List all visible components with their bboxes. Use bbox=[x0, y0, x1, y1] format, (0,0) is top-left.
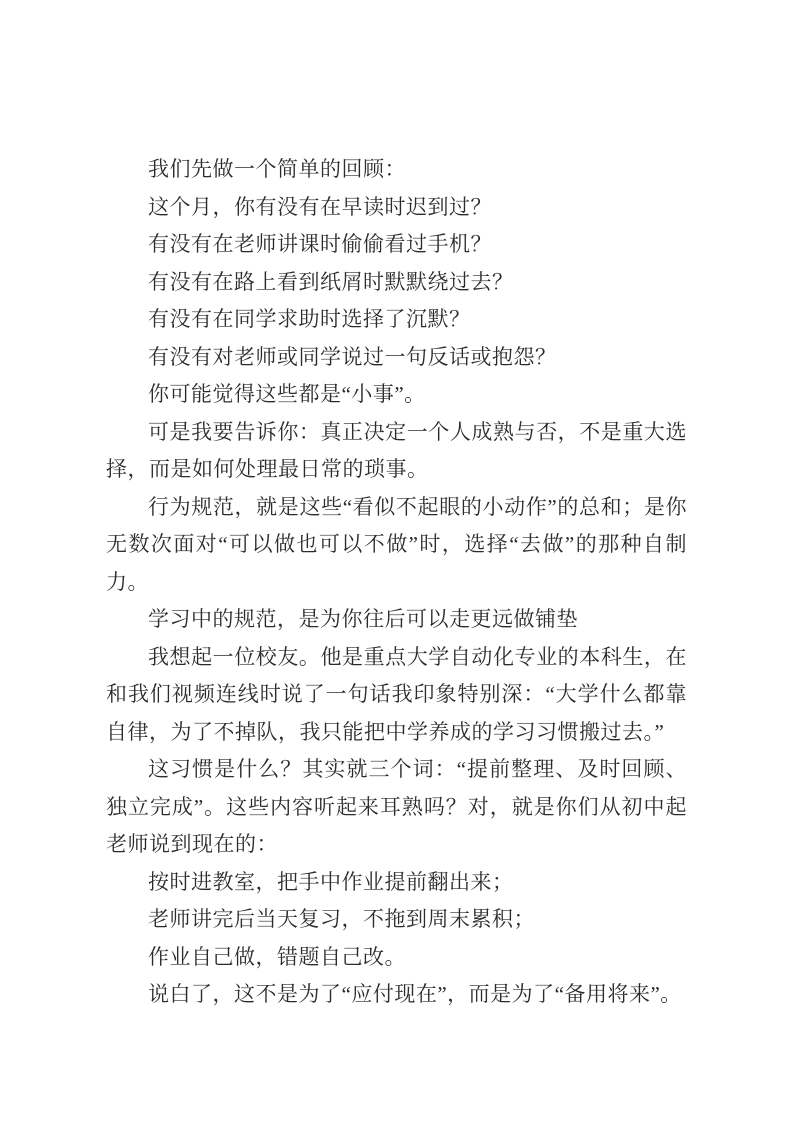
paragraph: 有没有在同学求助时选择了沉默？ bbox=[148, 307, 471, 331]
paragraph: 行为规范，就是这些“看似不起眼的小动作”的总和；是你无数次面对“可以做也可以不做”时，选择“去做”的那种自制力。 bbox=[106, 494, 687, 594]
document-text-body bbox=[106, 151, 687, 1014]
paragraph: 我想起一位校友。他是重点大学自动化专业的本科生，在和我们视频连线时说了一句话我印象特别深：“大学什么都靠自律，为了不掉队，我只能把中学养成的学习习惯搬过去。” bbox=[106, 644, 687, 744]
paragraph: 这个月，你有没有在早读时迟到过？ bbox=[148, 194, 492, 219]
paragraph: 有没有在老师讲课时偷偷看过手机？ bbox=[148, 232, 492, 256]
paragraph: 有没有对老师或同学说过一句反话或抱怨？ bbox=[148, 344, 557, 369]
paragraph: 说白了，这不是为了“应付现在”，而是为了“备用将来”。 bbox=[148, 982, 682, 1006]
paragraph: 作业自己做，错题自己改。 bbox=[148, 944, 406, 969]
paragraph: 有没有在路上看到纸屑时默默绕过去？ bbox=[148, 269, 514, 294]
paragraph: 老师讲完后当天复习，不拖到周末累积； bbox=[148, 907, 535, 931]
paragraph: 按时进教室，把手中作业提前翻出来； bbox=[148, 869, 514, 894]
paragraph: 可是我要告诉你：真正决定一个人成熟与否，不是重大选择，而是如何处理最日常的琐事。 bbox=[106, 419, 687, 481]
paragraph: 你可能觉得这些都是“小事”。 bbox=[148, 382, 426, 406]
paragraph: 学习中的规范，是为你往后可以走更远做铺垫 bbox=[148, 607, 578, 631]
paragraph: 这习惯是什么？其实就三个词：“提前整理、及时回顾、独立完成”。这些内容听起来耳熟吗？对，就是你们从初中起老师说到现在的： bbox=[106, 757, 687, 856]
paragraph: 我们先做一个简单的回顾： bbox=[148, 157, 406, 181]
